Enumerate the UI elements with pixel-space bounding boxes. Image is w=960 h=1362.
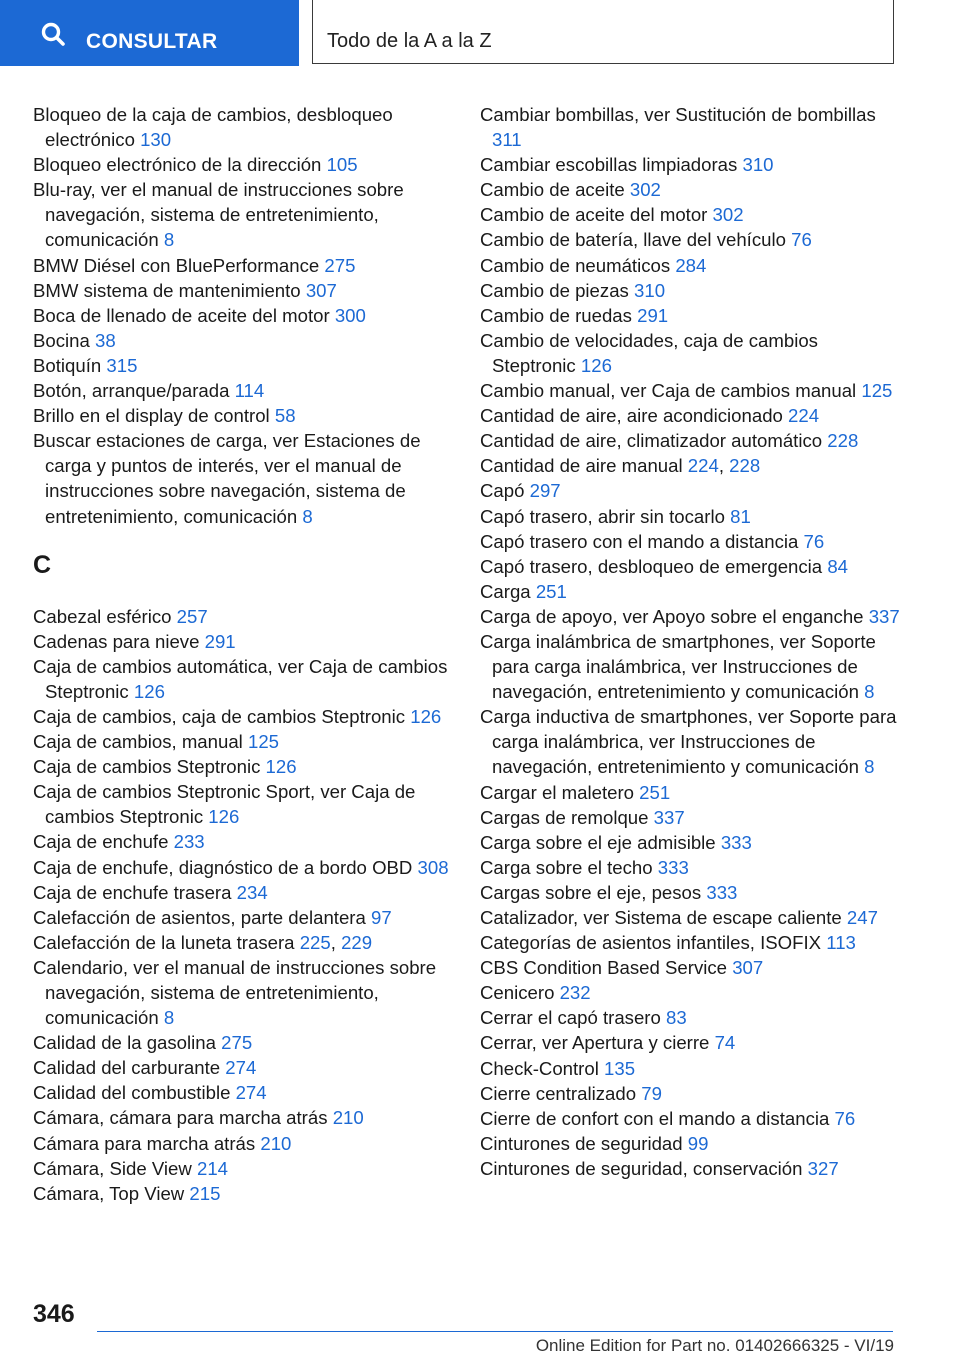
index-entry (33, 403, 453, 428)
index-entry (33, 905, 453, 930)
page-reference-link[interactable]: 81 (730, 505, 751, 527)
tab-title-text: Todo de la A a la Z (327, 30, 492, 52)
entry-text: Catalizador, ver Sistema de escape caliente (480, 907, 842, 928)
page-reference-link[interactable]: 228 (827, 430, 859, 452)
index-entry (480, 403, 900, 428)
page-reference-link[interactable]: 310 (742, 154, 774, 176)
entry-text: Caja de cambios Steptronic (33, 756, 261, 778)
index-entry (33, 353, 453, 378)
page-reference-link[interactable]: 126 (410, 705, 442, 727)
entry-text: Capó trasero, desbloqueo de emergencia (480, 555, 823, 577)
entry-list-after (33, 604, 453, 1206)
index-entry (480, 554, 900, 579)
page-reference-link[interactable]: 302 (629, 179, 661, 201)
entry-text: Cenicero (480, 982, 555, 1004)
page-reference-link[interactable]: 8 (163, 1007, 175, 1029)
index-entry (33, 1181, 453, 1206)
page-reference-link[interactable]: 302 (712, 204, 744, 226)
index-entry (480, 880, 900, 905)
entry-text: Boca de llenado de aceite del motor (33, 304, 330, 326)
entry-text: Cámara, Top View (33, 1182, 185, 1204)
entry-text: Cambio de velocidades, caja de cambios Steptronic (480, 329, 818, 376)
page-reference-link[interactable]: 300 (334, 304, 366, 326)
index-entry (480, 930, 900, 955)
index-entry: Cantidad de aire manual 224, 228 (480, 455, 761, 477)
page-reference-link[interactable]: 310 (634, 279, 666, 301)
page-reference-link[interactable]: 125 (861, 380, 893, 402)
index-entry (480, 980, 900, 1005)
index-entry (33, 177, 453, 252)
entry-text: Capó trasero, abrir sin tocarlo (480, 505, 725, 527)
index-entry (33, 779, 453, 829)
index-entry (33, 604, 453, 629)
page-reference-link[interactable]: 97 (371, 906, 392, 928)
entry-text: Brillo en el display de control (33, 405, 270, 427)
entry-text: Cambio de batería, llave del vehículo (480, 229, 786, 251)
page-reference-link[interactable]: 307 (305, 279, 337, 301)
entry-text: Carga sobre el eje admisible (480, 831, 716, 853)
index-entry (480, 579, 900, 604)
page-reference-link[interactable]: 275 (324, 254, 356, 276)
page-reference-link[interactable]: 38 (95, 329, 116, 351)
page-reference-link[interactable]: 79 (641, 1082, 662, 1104)
entry-text: Bloqueo de la caja de cambios, desbloqueo electrónico (33, 104, 393, 151)
entry-text: Calidad del combustible (33, 1082, 231, 1104)
entry-text: Caja de enchufe, diagnóstico de a bordo OBD (33, 856, 413, 878)
page-reference-link[interactable]: 113 (826, 932, 856, 954)
entry-text: Cámara, Side View (33, 1157, 192, 1179)
entry-text: Cierre centralizado (480, 1082, 637, 1104)
entry-text: Cantidad de aire, climatizador automático (480, 430, 823, 452)
index-entry (33, 629, 453, 654)
page-reference-link[interactable]: 76 (803, 530, 825, 552)
entry-text: Carga (480, 580, 531, 602)
page-reference-link[interactable]: 114 (234, 380, 265, 402)
index-entry (480, 177, 900, 202)
entry-text: BMW Diésel con BluePerformance (33, 254, 320, 276)
index-entry (480, 629, 900, 704)
page-reference-link[interactable]: 224 (788, 405, 820, 427)
footer-divider (97, 1331, 893, 1332)
page-reference-link[interactable]: 274 (235, 1082, 267, 1104)
index-entry (33, 1131, 453, 1156)
index-entry (480, 1056, 900, 1081)
page-reference-link[interactable]: 83 (666, 1007, 687, 1029)
index-entry (33, 253, 453, 278)
page-reference-link[interactable]: 308 (417, 856, 449, 878)
index-entry: Calefacción de la luneta trasera 225, 229 (33, 931, 373, 953)
index-entry (480, 805, 900, 830)
page-reference-link[interactable]: 214 (196, 1157, 229, 1179)
entry-text: BMW sistema de mantenimiento (33, 279, 301, 301)
entry-text: Calefacción de asientos, parte delantera (33, 906, 366, 928)
page-reference-link[interactable]: 315 (106, 354, 138, 376)
entry-text: Blu-ray, ver el manual de instrucciones sobre navegación, sistema de entretenimiento, comunicación (33, 179, 404, 251)
index-entry (480, 278, 900, 303)
index-entry (480, 1081, 900, 1106)
entry-text: Cambio de ruedas (480, 304, 632, 326)
index-entry (33, 428, 453, 528)
footer-edition: Online Edition for Part no. 01402666325 - VI/19 (535, 1336, 894, 1355)
page-reference-link[interactable]: 225 (299, 931, 331, 953)
index-entry (480, 704, 900, 779)
index-entry (33, 1055, 453, 1080)
consult-button[interactable] (0, 0, 299, 66)
index-entry (33, 704, 453, 729)
entry-text: Cierre de confort con el mando a distancia (480, 1107, 830, 1129)
entry-text: Caja de cambios automática, ver Caja de cambios Steptronic (33, 655, 448, 702)
entry-text: Check-Control (480, 1057, 599, 1079)
page-reference-link[interactable]: 8 (163, 229, 175, 251)
entry-text: Cambio de aceite del motor (480, 204, 708, 226)
index-entry (480, 1156, 900, 1181)
entry-text: Caja de enchufe trasera (33, 881, 232, 903)
index-entry (33, 328, 453, 353)
index-entry (480, 227, 900, 252)
index-entry (480, 253, 900, 278)
index-entry (33, 880, 453, 905)
search-icon (40, 21, 66, 47)
page-reference-link[interactable]: 311 (492, 129, 522, 151)
index-entry (33, 955, 453, 1030)
entry-text: Cerrar, ver Apertura y cierre (480, 1032, 710, 1054)
page-reference-link[interactable]: 105 (326, 154, 358, 176)
index-entry (33, 152, 453, 177)
index-entry (480, 1131, 900, 1156)
entry-text: Capó (480, 480, 525, 502)
entry-text: Cambio de aceite (480, 179, 625, 201)
entry-text: Cinturones de seguridad (480, 1132, 683, 1154)
page-reference-link[interactable]: 126 (580, 354, 612, 376)
page-reference-link[interactable]: 99 (687, 1132, 709, 1154)
index-entry (33, 1080, 453, 1105)
page-number: 346 (33, 1300, 75, 1328)
page-reference-link[interactable]: 135 (604, 1057, 636, 1079)
page-reference-link[interactable]: 210 (332, 1107, 364, 1129)
entry-text: Cambio de piezas (480, 279, 629, 301)
page-reference-link[interactable]: 224 (687, 455, 719, 477)
entry-text: Cinturones de seguridad, conservación (480, 1157, 803, 1179)
index-entry (33, 102, 453, 152)
index-entry (33, 1030, 453, 1055)
index-entry (480, 202, 900, 227)
index-entry (480, 830, 900, 855)
entry-text: Cambiar escobillas limpiadoras (480, 154, 738, 176)
page-reference-link[interactable]: 58 (274, 405, 296, 427)
page-reference-link[interactable]: 215 (189, 1182, 221, 1204)
entry-text: Cargar el maletero (480, 781, 634, 803)
entry-text: Bloqueo electrónico de la dirección (33, 154, 322, 176)
index-entry (480, 1030, 900, 1055)
entry-text: Bocina (33, 329, 90, 351)
page-reference-link[interactable]: 297 (529, 480, 561, 502)
index-entry (480, 303, 900, 328)
entry-text: Caja de cambios, caja de cambios Steptronic (33, 705, 406, 727)
page-reference-link[interactable]: 229 (341, 931, 373, 953)
entry-text: Cambiar bombillas, ver Sustitución de bombillas (480, 104, 876, 125)
index-entry (33, 1156, 453, 1181)
entry-text: Carga inalámbrica de smartphones, ver Soporte para carga inalámbrica, ver Instrucciones de navegación, entretenimiento y comunicación (480, 630, 876, 703)
entry-text: Cambio de neumáticos (480, 254, 671, 276)
entry-text: Calidad del carburante (33, 1057, 221, 1079)
page-reference-link[interactable]: 126 (208, 806, 240, 828)
section-letter: C (33, 550, 52, 579)
index-entry (480, 955, 900, 980)
page-reference-link[interactable]: 274 (225, 1057, 257, 1079)
entry-text: Carga inductiva de smartphones, ver Soporte para carga inalámbrica, ver Instrucciones de navegación, entretenimiento y comunicación (480, 706, 897, 778)
page-reference-link[interactable]: 8 (864, 756, 875, 778)
entry-text: Cadenas para nieve (33, 630, 200, 652)
index-entry (480, 102, 900, 152)
entry-text: Buscar estaciones de carga, ver Estaciones de carga y puntos de interés, ver el manual de instrucciones sobre navegación, sistema de entretenimiento, comunicación (33, 430, 421, 527)
entry-text: Calidad de la gasolina (33, 1032, 216, 1054)
entry-text: Cargas sobre el eje, pesos (480, 881, 702, 903)
page-reference-link[interactable]: 84 (827, 555, 849, 577)
entry-text: Cantidad de aire, aire acondicionado (480, 405, 783, 427)
entry-text: Cámara, cámara para marcha atrás (33, 1107, 328, 1129)
page-reference-link[interactable]: 337 (868, 605, 900, 627)
entry-text: Calefacción de la luneta trasera (33, 931, 295, 953)
entry-list-before (33, 102, 453, 529)
page-reference-link[interactable]: 307 (732, 957, 764, 979)
page-reference-link[interactable]: 327 (807, 1157, 839, 1179)
page-reference-link[interactable]: 210 (260, 1132, 292, 1154)
page-reference-link[interactable]: 232 (559, 982, 591, 1004)
page-reference-link[interactable]: 126 (265, 756, 297, 778)
index-entry (480, 378, 900, 403)
page-reference-link[interactable]: 257 (176, 605, 208, 627)
entry-text: Calendario, ver el manual de instrucciones sobre navegación, sistema de entretenimiento, comunicación (33, 956, 437, 1029)
entry-text: Carga de apoyo, ver Apoyo sobre el enganche (480, 605, 864, 627)
entry-text: Botiquín (33, 354, 102, 376)
page-reference-link[interactable]: 291 (204, 630, 236, 652)
entry-text: Botón, arranque/parada (33, 380, 230, 402)
page-reference-link[interactable]: 233 (173, 831, 205, 853)
index-entry (480, 529, 900, 554)
index-entry (480, 328, 900, 378)
page-reference-link[interactable]: 76 (791, 229, 812, 251)
index-entry (33, 754, 453, 779)
page-reference-link[interactable]: 125 (247, 731, 280, 753)
tab-title[interactable] (312, 0, 894, 64)
entry-text: Cabezal esférico (33, 605, 172, 627)
page-reference-link[interactable]: 275 (221, 1032, 253, 1054)
entry-text: Cantidad de aire manual (480, 455, 683, 477)
index-column-right (480, 102, 900, 1181)
header (0, 0, 960, 66)
index-entry (480, 905, 900, 930)
index-entry (33, 855, 453, 880)
index-entry (480, 428, 900, 453)
page-reference-link[interactable]: 333 (706, 881, 738, 903)
index-column-left (33, 102, 453, 1206)
page-reference-link[interactable]: 333 (720, 831, 752, 853)
entry-list-right (480, 102, 900, 1181)
page-reference-link[interactable]: 228 (729, 455, 761, 477)
entry-text: Caja de enchufe (33, 831, 169, 853)
entry-text: Cargas de remolque (480, 806, 649, 828)
entry-text: CBS Condition Based Service (480, 957, 728, 979)
page-reference-link[interactable]: 247 (846, 907, 878, 928)
index-entry (480, 604, 900, 629)
consult-label: CONSULTAR (86, 30, 218, 53)
page-reference-link[interactable]: 284 (675, 254, 707, 276)
entry-text: Caja de cambios, manual (33, 731, 243, 753)
page-reference-link[interactable]: 251 (535, 580, 567, 602)
page-reference-link[interactable]: 74 (714, 1032, 736, 1054)
index-entry (480, 1005, 900, 1030)
page-reference-link[interactable]: 234 (236, 881, 268, 903)
index-entry (480, 478, 900, 503)
page-reference-link[interactable]: 8 (302, 505, 313, 527)
entry-text: Categorías de asientos infantiles, ISOFIX (480, 932, 822, 954)
entry-text: Carga sobre el techo (480, 856, 653, 878)
index-entry (33, 654, 453, 704)
page-reference-link[interactable]: 8 (864, 681, 875, 703)
index-entry (33, 829, 453, 854)
index-entry (33, 278, 453, 303)
entry-text: Capó trasero con el mando a distancia (480, 530, 799, 552)
index-entry (480, 504, 900, 529)
index-entry (33, 1105, 453, 1130)
page-reference-link[interactable]: 251 (639, 781, 671, 803)
page-reference-link[interactable]: 291 (637, 304, 669, 326)
index-entry (33, 303, 453, 328)
entry-text: Caja de cambios Steptronic Sport, ver Caja de cambios Steptronic (33, 781, 416, 828)
index-entry (480, 152, 900, 177)
page-reference-link[interactable]: 130 (140, 129, 172, 151)
page-reference-link[interactable]: 337 (653, 806, 685, 828)
index-entry (33, 729, 453, 754)
entry-text: Cambio manual, ver Caja de cambios manual (480, 380, 857, 402)
page-reference-link[interactable]: 126 (133, 680, 165, 702)
index-entry (480, 780, 900, 805)
page-reference-link[interactable]: 76 (834, 1107, 856, 1129)
entry-text: Cámara para marcha atrás (33, 1132, 256, 1154)
page-reference-link[interactable]: 333 (657, 856, 689, 878)
index-entry (33, 378, 453, 403)
index-entry (480, 855, 900, 880)
index-entry (480, 1106, 900, 1131)
entry-text: Cerrar el capó trasero (480, 1007, 661, 1029)
